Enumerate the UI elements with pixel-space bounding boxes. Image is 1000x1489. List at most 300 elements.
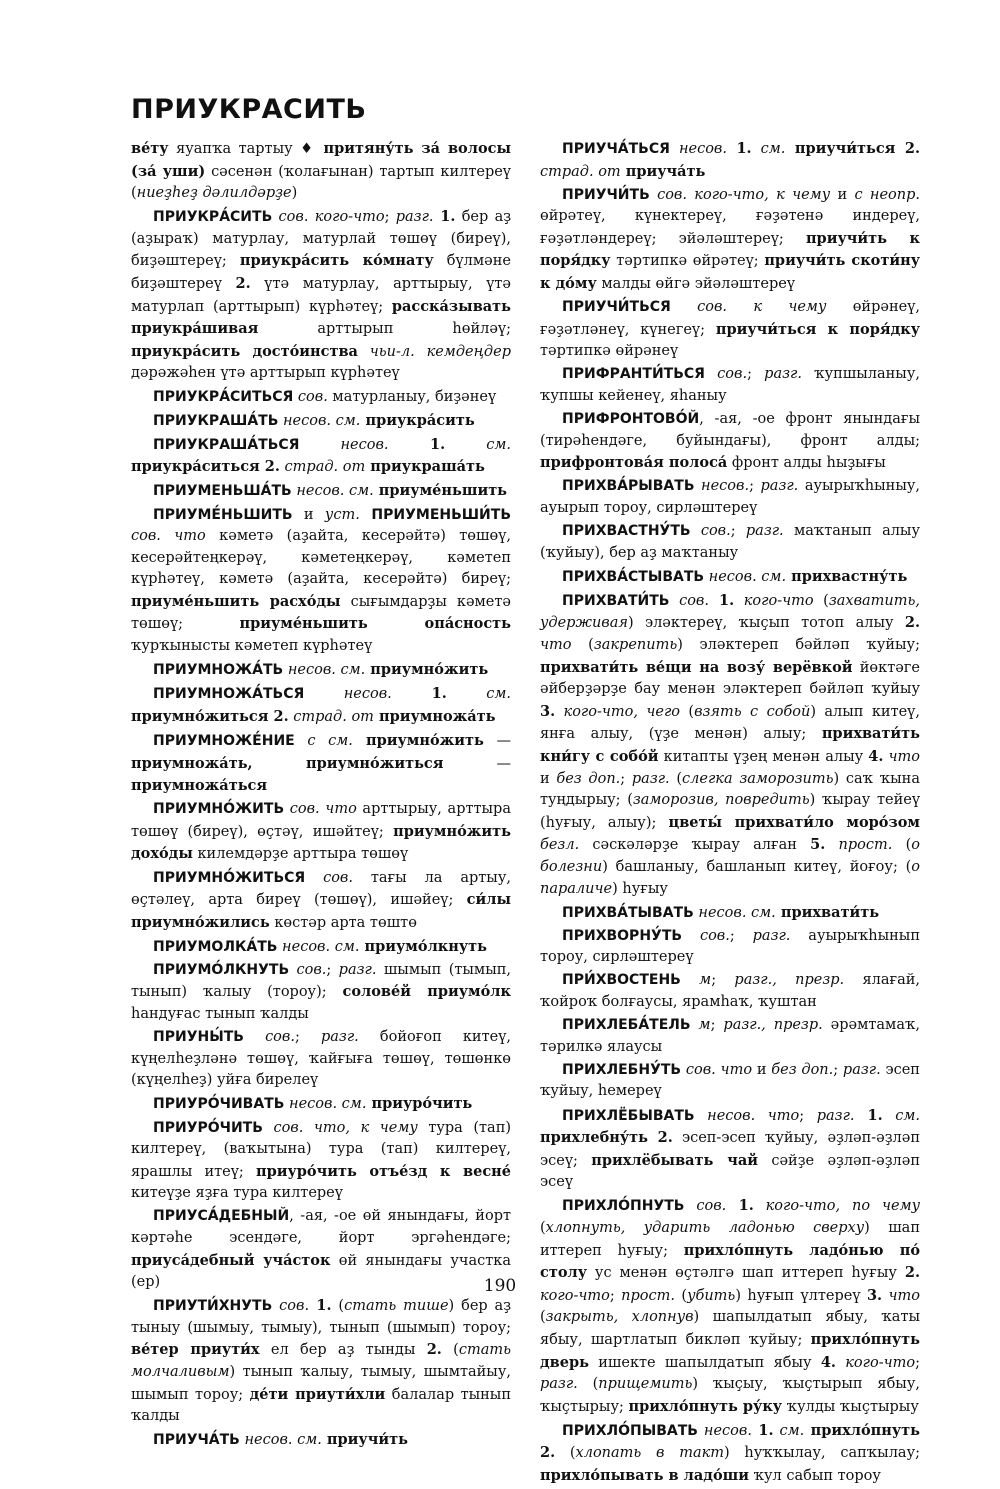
definition-text: ; — [729, 927, 753, 944]
headword: ПРИУМНОЖА́ТЬСЯ — [153, 686, 305, 703]
example-phrase: приучи́ть к поря́дку — [540, 229, 920, 270]
example-phrase: расска́зывать приукра́шивая — [131, 297, 511, 338]
grammar-label: разг. — [540, 1376, 578, 1393]
example-phrase: приуме́ньшить расхо́ды — [131, 592, 341, 610]
grammar-label: убить — [687, 1287, 736, 1304]
dictionary-entry — [131, 960, 511, 1026]
grammar-label: разг. — [764, 366, 802, 383]
definition-text: килемдәрҙе арттыра төшөү — [192, 846, 409, 863]
example-phrase: приуме́ньшить опа́сность — [239, 615, 511, 633]
definition-text: ; — [326, 961, 339, 978]
example-phrase: приуро́чить отъе́зд к весне́ — [256, 1162, 511, 1180]
definition-text: тура (тап) килтереү, (ваҡытына) тура (тап) килтереү, ярашлы итеү; — [131, 1119, 512, 1180]
definition-text: китапты үҙең менән алыу — [658, 749, 869, 766]
dictionary-entry — [131, 1093, 511, 1116]
definition-text: бүлмәне биҙәштереү — [131, 253, 511, 293]
definition-text: ; — [620, 770, 632, 787]
example-phrase: приумно́жить — [352, 731, 484, 749]
grammar-label: см. — [751, 141, 786, 157]
grammar-label: сов. что — [131, 528, 206, 545]
headword: ПРИХВА́ТЫВАТЬ — [562, 904, 694, 921]
grammar-label: м — [680, 972, 712, 989]
definition-text: ел бер аҙ тынды — [259, 1342, 427, 1359]
example-phrase: 2. — [426, 1341, 442, 1359]
example-phrase: приумо́лкнуть — [359, 937, 487, 955]
grammar-label: несов. что — [694, 1107, 800, 1124]
definition-text: ишекте шапылдатып ябыу — [588, 1354, 821, 1371]
definition-text: ус менән өҫтәлгә шап иттереп һуғыу — [587, 1265, 905, 1282]
headword: ПРИУРО́ЧИВАТЬ — [153, 1096, 285, 1113]
grammar-label: страд. от — [288, 708, 374, 725]
definition-text: өйрәтеү, күнектереү, ғәҙәтенә индереү, ғәҙәтләндереү; эйәләштереү; — [540, 208, 920, 247]
dictionary-entry — [131, 936, 511, 959]
dictionary-entry — [131, 799, 511, 866]
grammar-label: сов. — [293, 388, 328, 405]
definition-text: бер аҙ (аҙыраҡ) матурлау, матурлай төшөү (биреү), биҙәштереү; — [131, 209, 511, 270]
grammar-label: разг. — [760, 478, 799, 495]
definition-text: ( — [669, 770, 683, 787]
example-phrase: 1. — [433, 208, 456, 226]
grammar-label: несов. см. — [704, 568, 787, 585]
example-phrase: 2. — [904, 1264, 920, 1282]
grammar-label: хлопнуть, ударить ладонью сверху — [545, 1220, 865, 1236]
headword: ПРИУКРАША́ТЬСЯ — [153, 436, 300, 453]
grammar-label: разг., презр. — [723, 1017, 823, 1034]
example-phrase: 1. — [726, 140, 752, 157]
example-phrase: 2. — [268, 707, 289, 725]
example-phrase: 2. — [235, 275, 251, 293]
dictionary-entry — [540, 409, 920, 475]
example-phrase: 2. — [895, 140, 920, 157]
grammar-label: несов. см. — [239, 1432, 322, 1449]
dictionary-entry — [540, 185, 920, 296]
grammar-label: чьи-л. кемдеңдер — [357, 343, 511, 360]
headword: ПРИУНЫ́ТЬ — [153, 1029, 244, 1046]
definition-text: ; — [711, 972, 735, 989]
example-phrase: прихло́пнуть — [804, 1421, 921, 1439]
dictionary-entry — [131, 868, 511, 935]
definition-text: ялағай, ҡойроҡ болғаусы, ярамһаҡ, ҡуштан — [540, 972, 920, 1011]
grammar-label: стать тише — [344, 1298, 449, 1315]
example-phrase: приумно́жить дохо́ды — [131, 822, 511, 863]
definition-text: тәртипкә өйрәтеү; — [610, 253, 765, 270]
grammar-label: кого-что, чего — [555, 703, 681, 720]
definition-text: малды өйгә эйәләштереү — [596, 276, 796, 293]
dictionary-entry — [131, 730, 511, 798]
dictionary-entry — [540, 364, 920, 407]
grammar-label: страд. от — [540, 163, 621, 180]
example-phrase: 1. — [708, 591, 735, 609]
dictionary-entry — [540, 926, 920, 969]
example-phrase: прихвати́ть ве́щи на возу́ верёвкой — [540, 658, 853, 676]
grammar-label: заморозив, повредить — [632, 792, 810, 809]
definition-text: балалар тынып ҡалды — [131, 1386, 512, 1425]
headword: ПРИХВАСТНУ́ТЬ — [562, 523, 691, 540]
definition-text: ) ҡыҫыу, ҡыҫтырып ябыу, ҡыҫтырыу; — [540, 1376, 920, 1415]
definition-text: ҡулды ҡыҫтырыу — [782, 1398, 919, 1415]
dictionary-entry — [131, 138, 511, 205]
grammar-label: что — [540, 637, 572, 654]
dictionary-entry — [131, 505, 511, 658]
dictionary-entry — [540, 138, 920, 183]
definition-text: ( — [555, 1445, 576, 1462]
dictionary-entry — [540, 1060, 920, 1103]
grammar-label: о параличе — [540, 859, 920, 897]
definition-text: ; — [384, 209, 396, 226]
example-phrase: 2. — [648, 1129, 673, 1147]
page-title: ПРИУКРАСИТЬ — [131, 94, 367, 125]
grammar-label: несов. см. — [283, 662, 366, 679]
grammar-label: сов. — [684, 1198, 727, 1215]
dictionary-entry — [131, 1027, 511, 1092]
grammar-label: разг. — [631, 770, 670, 787]
headword: ПРИУЧИ́ТЬ — [562, 186, 650, 203]
example-phrase: приумно́жить — [365, 661, 489, 679]
definition-text: ( — [331, 1298, 345, 1315]
grammar-label: несов. — [299, 436, 389, 453]
definition-text: ( — [892, 837, 912, 854]
definition-text: ҡупшыланыу, ҡупшы кейенеү, яһаныу — [540, 366, 920, 405]
grammar-label: несов. см. — [693, 904, 776, 921]
definition-text: ) ҡырау тейеү (һуғыу, алыу); — [540, 792, 921, 831]
grammar-label: см. — [445, 436, 511, 453]
dictionary-entry — [540, 566, 920, 589]
dictionary-entry — [540, 1420, 920, 1488]
example-phrase: 4. — [868, 748, 884, 766]
definition-text: и — [830, 186, 855, 203]
definition-text: ( — [680, 703, 695, 720]
example-phrase: цветы́ прихвати́ло моро́зом — [668, 813, 920, 831]
definition-text: китеүҙе яҙға тура килтереү — [131, 1185, 343, 1202]
headword: ПРИУТИ́ХНУТЬ — [153, 1298, 273, 1315]
headword: ПРИУМЕ́НЬШИТЬ — [153, 506, 293, 523]
dictionary-entry — [131, 434, 511, 479]
dictionary-entry — [131, 1429, 511, 1452]
definition-text: матурланыу, биҙәнеү — [327, 388, 497, 405]
headword: ПРИХЛЁБЫВАТЬ — [562, 1107, 695, 1124]
definition-text: арттырып һөйләү; — [258, 321, 511, 338]
example-phrase: 1. — [854, 1106, 883, 1124]
headword: ПРИУМЕНЬШИ́ТЬ — [359, 506, 511, 523]
dictionary-entry — [131, 683, 511, 728]
definition-text: ; — [710, 1017, 724, 1034]
definition-text: өйрәнеү, ғәҙәтләнеү, күнегеү; — [540, 299, 921, 338]
grammar-label: сов. кого-что — [272, 209, 385, 226]
grammar-label: сов. — [669, 592, 709, 609]
grammar-label: что — [883, 749, 920, 766]
grammar-label: несов. — [694, 478, 750, 495]
grammar-label: прищемить — [598, 1376, 693, 1393]
headword: ПРИХВОРНУ́ТЬ — [562, 927, 683, 944]
dictionary-entry — [540, 1195, 920, 1418]
definition-text: — — [443, 755, 512, 772]
definition-text: ; — [609, 1287, 622, 1304]
example-phrase: прихло́пнуть дверь — [540, 1330, 920, 1371]
headword: ПРИУКРА́СИТЬСЯ — [153, 388, 294, 405]
example-phrase: приуме́ньшить — [373, 482, 508, 500]
definition-text: ) һуҡҡылау, сапҡылау; — [724, 1445, 920, 1462]
grammar-label: сов. что, к чему — [262, 1119, 418, 1136]
grammar-label: сов. к чему — [670, 299, 827, 316]
definition-text: ) бер аҙ тыныу (шымыу, тымыу), тынып (шымып) тороу; — [131, 1298, 511, 1336]
definition-text: ) һуғыу — [612, 880, 668, 897]
example-phrase: приумножа́ть, приумно́житься — [131, 754, 444, 772]
grammar-label: уст. — [324, 506, 360, 523]
grammar-label: сов. — [243, 1029, 295, 1046]
definition-text: маҡтанып алыу (ҡуйыу), бер аҙ маҡтаныу — [540, 523, 920, 561]
definition-text: ( — [813, 592, 829, 609]
headword: ПРИХЛО́ПНУТЬ — [562, 1198, 685, 1215]
example-phrase: приукра́сить — [360, 411, 475, 429]
grammar-label: несов. — [697, 1422, 752, 1439]
dictionary-entry — [540, 297, 920, 363]
grammar-label: разг. — [752, 927, 791, 944]
definition-text: ( — [675, 1287, 688, 1304]
example-phrase: солове́й приумо́лк — [342, 983, 512, 1001]
headword: ПРИУМНО́ЖИТЬСЯ — [153, 869, 306, 886]
definition-text: ; — [915, 1354, 920, 1371]
definition-text: фронт алды һыҙығы — [727, 455, 886, 472]
grammar-label: разг. — [816, 1107, 855, 1124]
definition-text: ауырыҡһынып тороу, сирләштереү — [540, 927, 920, 966]
definition-text: әрәмтамаҡ, тәрилкә ялаусы — [540, 1017, 920, 1055]
grammar-label: сов. — [682, 927, 730, 944]
grammar-label: сов. — [704, 366, 748, 383]
grammar-label: сов. — [690, 523, 731, 540]
headword: ПРИУМНОЖЕ́НИЕ — [153, 732, 295, 749]
definition-text: эсеп-эсеп ҡуйыу, әҙләп-әҙләп эсеү; — [540, 1130, 920, 1169]
grammar-label: закрыть, хлопнув — [545, 1309, 694, 1326]
grammar-label: кого-что — [734, 592, 814, 609]
grammar-label: без доп. — [771, 1061, 834, 1078]
grammar-label: ниеҙһеҙ дәлилдәрҙе — [136, 185, 292, 202]
definition-text: и — [540, 770, 557, 787]
grammar-label: кого-что — [540, 1287, 610, 1304]
grammar-label: с см. — [294, 732, 353, 749]
dictionary-entry — [131, 206, 511, 385]
definition-text: ; — [749, 478, 761, 495]
grammar-label: сов. — [305, 869, 353, 886]
example-phrase: 1. — [751, 1421, 774, 1439]
definition-text: ; — [730, 523, 746, 540]
definition-text: ) эләктереп бәйләп ҡуйыу; — [677, 637, 920, 654]
example-phrase: прихвастну́ть — [786, 567, 908, 585]
definition-text: ) тынып ҡалыу, тымыу, шымтайыу, шымып тороу; — [131, 1364, 511, 1403]
headword: ПРИУМЕНЬША́ТЬ — [153, 483, 292, 500]
example-phrase: прихлёбывать чай — [591, 1151, 758, 1169]
example-phrase: 2. — [259, 458, 280, 476]
dictionary-entry — [131, 659, 511, 682]
headword: ПРИФРАНТИ́ТЬСЯ — [562, 366, 705, 383]
definition-text: ҡурҡынысты кәметеп күрһәтеү — [131, 638, 373, 655]
grammar-label: страд. от — [279, 459, 366, 476]
grammar-label: разг., презр. — [734, 972, 845, 989]
example-phrase: ве́тер приути́х — [131, 1341, 260, 1359]
headword: ПРИУЧА́ТЬСЯ — [562, 141, 670, 157]
example-phrase: прихло́пнуть ладо́нью по́ столу — [540, 1241, 920, 1282]
grammar-label: несов. см. — [284, 1096, 367, 1113]
example-phrase: 1. — [309, 1297, 332, 1315]
grammar-label: кого-что, по чему — [753, 1198, 920, 1215]
definition-text: ( — [441, 1342, 459, 1359]
headword: ПРИУКРАША́ТЬ — [153, 412, 279, 429]
grammar-label: стать молчаливым — [131, 1342, 511, 1381]
example-phrase: прифронтова́я полоса́ — [540, 454, 728, 472]
definition-text: ) шап иттереп һуғыу; — [540, 1220, 920, 1259]
definition-text: ҡул сабып тороу — [748, 1468, 881, 1485]
headword: ПРИУЧИ́ТЬСЯ — [562, 299, 671, 316]
example-phrase: 4. — [820, 1353, 836, 1371]
example-phrase: 2. — [904, 614, 920, 632]
definition-text: арттырыу, арттыра төшөү (биреү), өҫтәү, ишәйтеү; — [131, 801, 511, 840]
definition-text: һандуғас тынып ҡалды — [131, 1006, 309, 1023]
example-phrase: приучи́ть — [321, 1431, 408, 1449]
definition-text: ; — [294, 1029, 321, 1046]
definition-text: тағы ла артыу, өҫтәлеү, арта биреү (төшөү), ишәйеү; — [131, 869, 511, 909]
definition-text: ( — [577, 1376, 599, 1393]
definition-text: сәскәләрҙе ҡырау алған — [579, 837, 811, 854]
example-phrase: 3. — [540, 702, 556, 720]
definition-text: ) эләктереү, ҡыҫып тотоп алыу — [627, 615, 905, 632]
dictionary-entry — [540, 521, 920, 564]
definition-text: тәртипкә өйрәнеү — [540, 343, 679, 360]
dictionary-entry — [540, 590, 920, 900]
grammar-label: несов. см. — [291, 483, 374, 500]
example-phrase: приукра́сить ко́мнату — [239, 252, 434, 270]
example-phrase: приукра́сить досто́инства — [131, 342, 358, 360]
headword: ПРИХВАТИ́ТЬ — [562, 592, 670, 609]
example-phrase: си́лы приумно́жились — [131, 891, 511, 931]
grammar-label: разг. — [320, 1029, 359, 1046]
dictionary-entry — [540, 1015, 920, 1058]
grammar-label: сов. — [272, 1298, 310, 1315]
dictionary-column-left — [131, 138, 511, 1453]
definition-text: сәйҙе әҙләп-әҙләп эсеү — [540, 1152, 920, 1191]
grammar-label: безл. — [540, 837, 580, 854]
example-phrase: прихлебну́ть — [540, 1129, 648, 1147]
example-phrase: прихло́пнуть ру́ку — [628, 1397, 783, 1415]
example-phrase: приукраша́ть — [365, 458, 485, 476]
dictionary-entry — [540, 476, 920, 519]
example-phrase: приуро́чить — [366, 1095, 473, 1113]
grammar-label: разг. — [395, 209, 434, 226]
headword: ПРИУМОЛКА́ТЬ — [153, 938, 278, 955]
grammar-label: прост. — [825, 837, 893, 854]
grammar-label: несов. — [304, 686, 392, 703]
definition-text: ) алып китеү, янға алыу, (үҙе менән) алыу; — [540, 703, 920, 743]
grammar-label: захватить, удерживая — [540, 592, 920, 632]
grammar-label: см. — [446, 686, 512, 703]
grammar-label: сов. что — [681, 1061, 753, 1078]
page-number: 190 — [483, 1276, 517, 1296]
grammar-label: хлопать в такт — [575, 1445, 725, 1462]
headword: ПРИХВА́СТЫВАТЬ — [562, 568, 705, 585]
example-phrase: приуча́ть — [620, 162, 706, 180]
headword: ПРИХЛЕБНУ́ТЬ — [562, 1061, 682, 1078]
headword: ПРИУЧА́ТЬ — [153, 1432, 240, 1449]
example-phrase: приучи́ть скоти́ну к до́му — [540, 252, 920, 293]
headword: ПРИУМНОЖА́ТЬ — [153, 662, 284, 679]
definition-text: ; — [833, 1061, 843, 1078]
example-phrase: де́ти приути́хли — [249, 1385, 386, 1403]
dictionary-entry — [131, 480, 511, 503]
grammar-label: прост. — [621, 1287, 675, 1304]
headword: ПРИХЛО́ПЫВАТЬ — [562, 1422, 698, 1439]
definition-text: ) башланыу, башланып китеү, йоғоу; ( — [602, 859, 912, 875]
example-phrase: 1. — [388, 435, 446, 453]
example-phrase: прихвати́ть — [775, 903, 880, 921]
headword: ПРИ́ХВОСТЕНЬ — [562, 972, 681, 989]
definition-text: ) һуғып үлтереү — [735, 1287, 867, 1304]
grammar-label: закрепить — [593, 637, 678, 654]
example-phrase: приумножа́ться — [131, 777, 268, 795]
example-phrase: ве́ту — [131, 140, 169, 157]
grammar-label: о болезни — [540, 837, 920, 875]
grammar-label: что — [882, 1287, 920, 1304]
definition-text: шымып (тымып, тынып) ҡалыу (тороу); — [131, 961, 512, 1001]
headword: ПРИУРО́ЧИТЬ — [153, 1119, 263, 1136]
headword: ПРИУКРА́СИТЬ — [153, 209, 273, 226]
definition-text: эсеп ҡуйыу, һемереү — [540, 1061, 920, 1100]
example-phrase: приуса́дебный уча́сток — [131, 1251, 331, 1269]
example-phrase: 1. — [726, 1197, 754, 1215]
example-phrase: приумножа́ть — [373, 707, 496, 725]
dictionary-entry — [131, 1118, 511, 1205]
definition-text: яуапҡа тартыу ♦ — [168, 141, 324, 157]
dictionary-entry — [540, 1105, 920, 1194]
definition-text: ) саҡ ҡына туңдырыу; ( — [540, 770, 920, 809]
definition-text: көстәр арта төштө — [269, 914, 417, 931]
headword: ПРИУСА́ДЕБНЫЙ — [153, 1208, 290, 1225]
headword: ПРИХЛЕБА́ТЕЛЬ — [562, 1017, 691, 1034]
headword: ПРИФРОНТОВО́Й — [562, 411, 700, 428]
grammar-label: с неопр. — [854, 186, 920, 203]
definition-text: ; — [799, 1107, 817, 1124]
example-phrase: 5. — [810, 836, 826, 854]
grammar-label: несов. — [669, 141, 727, 157]
dictionary-entry — [540, 902, 920, 925]
definition-text: кәметә (аҙайта, кесерәйтә) төшөү, кесерәйтеңкерәү, кәметеңкерәү, кәметеп күрһәтеү, кәметә (аҙайта, кесерәйтә) биреү; — [131, 528, 512, 588]
grammar-label: сов. что — [284, 801, 357, 818]
grammar-label: сов. — [289, 961, 327, 978]
definition-text: , -ая, -ое өй янындағы, йорт кәртәһе эсендәге, йорт эргәһендәге; — [131, 1208, 511, 1246]
dictionary-entry — [131, 1295, 511, 1428]
grammar-label: см. — [882, 1107, 921, 1124]
dictionary-entry — [131, 387, 511, 409]
definition-text: сәсенән (ҡолағынан) тартып килтереү ( — [131, 163, 511, 202]
grammar-label: разг. — [842, 1061, 881, 1078]
definition-text: ауырыҡһыныу, ауырып тороу, сирләштереү — [540, 478, 920, 516]
example-phrase: приучи́ться — [785, 140, 896, 157]
definition-text: дәрәжәһен үтә арттырып күрһәтеү — [131, 365, 400, 382]
example-phrase: прихло́пывать в ладо́ши — [540, 1467, 749, 1485]
example-phrase: 3. — [866, 1286, 883, 1304]
example-phrase: приукра́ситься — [131, 458, 260, 476]
definition-text: ( — [571, 637, 594, 654]
grammar-label: см. — [773, 1422, 805, 1439]
definition-text: ( — [540, 1309, 546, 1326]
grammar-label: сов. кого-что, к чему — [649, 186, 831, 203]
definition-text: и — [752, 1061, 772, 1078]
definition-text: ) — [291, 185, 298, 202]
grammar-label: без доп. — [556, 770, 621, 787]
example-phrase: приумно́житься — [131, 707, 269, 725]
example-phrase: приучи́ться к поря́дку — [715, 320, 920, 338]
definition-text: ) шапылдатып ябыу, ҡаты ябыу, шартлатып бикләп ҡуйыу; — [540, 1309, 921, 1348]
definition-text: — — [483, 732, 511, 749]
dictionary-entry — [131, 410, 511, 433]
grammar-label: взять с собой — [694, 703, 811, 720]
